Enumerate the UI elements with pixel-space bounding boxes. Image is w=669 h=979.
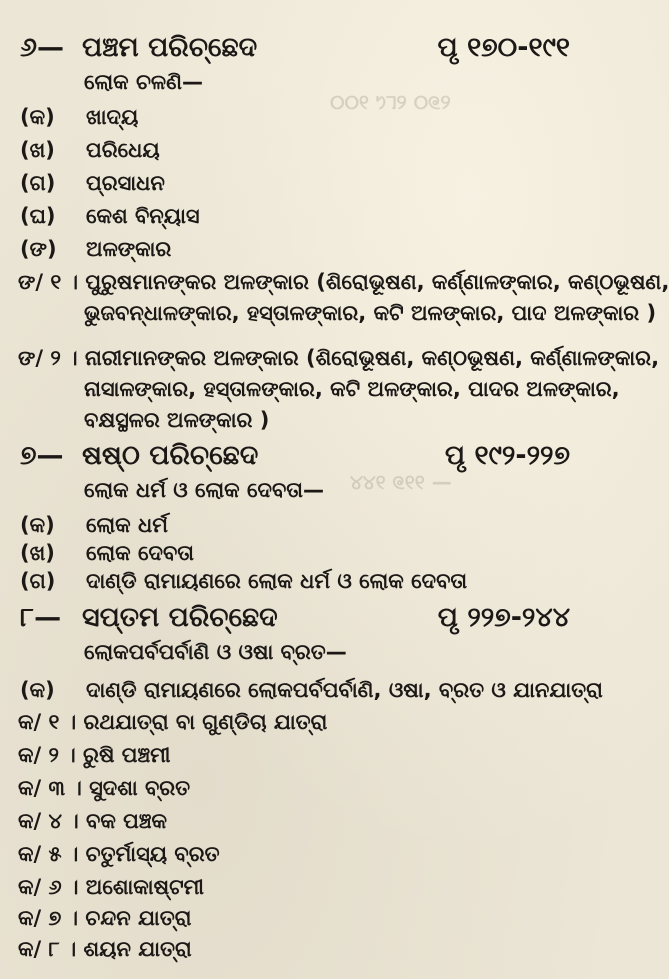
chapter-title: ଷଷ୍ଠ ପରିଚ୍ଛେଦ [82,440,259,471]
list-item-marker: (କ) [20,105,55,129]
section-subheading: ଲୋକ ଧର୍ମ ଓ ଲୋକ ଦେବତା— [84,478,324,502]
sub-item-text: ଙ/ ୧ । ପୁରୁଷମାନଙ୍କର ଅଳଙ୍କାର (ଶିରୋଭୂଷଣ, କର୍ଣ୍ଣାଳଙ୍କାର, କଣ୍ଠଭୂଷଣ, [18,270,669,294]
list-item-text: ଦାଣ୍ଡି ରାମାୟଣରେ ଲୋକପର୍ବପର୍ବାଣି, ଓଷା, ବ୍ରତ ଓ ଯାନଯାତ୍ରା [86,678,603,702]
list-item-marker: (କ) [20,513,55,537]
show-through-text: ୧୭୦ ୧୮୯ ୨୦୦ [330,90,451,114]
list-item-marker: (ଖ) [20,138,55,162]
show-through-text: — ୨୨୭ ୨୪୪ [350,470,452,494]
list-item-marker: (ଗ) [20,569,56,593]
numbered-item-text: କ/ ୧ । ରଥଯାତ୍ରା ବା ଗୁଣ୍ଡିଚା ଯାତ୍ରା [18,710,328,734]
chapter-title: ସପ୍ତମ ପରିଚ୍ଛେଦ [82,602,278,633]
list-item-text: ପ୍ରସାଧନ [86,171,165,195]
list-item-text: ଖାଦ୍ୟ [86,105,139,129]
numbered-item-text: କ/ ୮ । ଶୟନ ଯାତ୍ରା [18,937,192,961]
section-subheading: ଲୋକ ଚଳଣି— [84,70,203,94]
chapter-number: ୭— [20,440,64,471]
chapter-number: ୬— [20,32,64,63]
list-item-marker: (ଗ) [20,171,56,195]
list-item-marker: (କ) [20,678,55,702]
list-item-text: ଦାଣ୍ଡି ରାମାୟଣରେ ଲୋକ ଧର୍ମ ଓ ଲୋକ ଦେବତା [86,569,468,593]
list-item-text: ଅଳଙ୍କାର [86,237,172,261]
list-item-marker: (ଘ) [20,204,56,228]
chapter-title: ପଞ୍ଚମ ପରିଚ୍ଛେଦ [82,32,258,63]
sub-item-continuation: ନାସାଳଙ୍କାର, ହସ୍ତାଳଙ୍କାର, କଟି ଅଳଙ୍କାର, ପାଦର ଅଳଙ୍କାର, [84,377,620,401]
section-subheading: ଲୋକପର୍ବପର୍ବାଣି ଓ ଓଷା ବ୍ରତ— [84,640,347,664]
numbered-item-text: କ/ ୨ । ରୁଷି ପଞ୍ଚମୀ [18,743,171,767]
numbered-item-text: କ/ ୩ । ସୁଦଶା ବ୍ରତ [18,776,191,800]
sub-item-continuation: ଭୁଜବନ୍ଧାଳଙ୍କାର, ହସ୍ତାଳଙ୍କାର, କଟି ଅଳଙ୍କାର, ପାଦ ଅଳଙ୍କାର ) [84,301,657,325]
sub-item-continuation: ବକ୍ଷସ୍ଥଳର ଅଳଙ୍କାର ) [84,408,270,432]
numbered-item-text: କ/ ୫ । ଚତୁର୍ମାସ୍ୟ ବ୍ରତ [18,842,220,866]
list-item-marker: (ଙ) [20,237,57,261]
list-item-text: କେଶ ବିନ୍ୟାସ [86,204,200,228]
sub-item-text: ଙ/ ୨ । ନାରୀମାନଙ୍କର ଅଳଙ୍କାର (ଶିରୋଭୂଷଣ, କଣ୍ଠଭୂଷଣ, କର୍ଣ୍ଣାଳଙ୍କାର, [18,346,660,370]
list-item-text: ଲୋକ ଧର୍ମ [86,513,168,537]
numbered-item-text: କ/ ୪ । ବକ ପଞ୍ଚକ [18,809,168,833]
numbered-item-text: କ/ ୬ । ଅଶୋକାଷ୍ଟମୀ [18,875,204,899]
list-item-text: ଲୋକ ଦେବତା [86,541,194,565]
chapter-page-range: ପୃ ୧୯୨-୨୨୭ [444,440,570,471]
chapter-page-range: ପୃ ୧୭୦-୧୯୧ [437,32,570,63]
chapter-page-range: ପୃ ୨୨୭-୨୪୪ [437,602,570,633]
chapter-number: ୮— [20,602,62,633]
list-item-text: ପରିଧେୟ [86,138,160,162]
list-item-marker: (ଖ) [20,541,55,565]
numbered-item-text: କ/ ୭ । ଚନ୍ଦନ ଯାତ୍ରା [18,906,192,930]
